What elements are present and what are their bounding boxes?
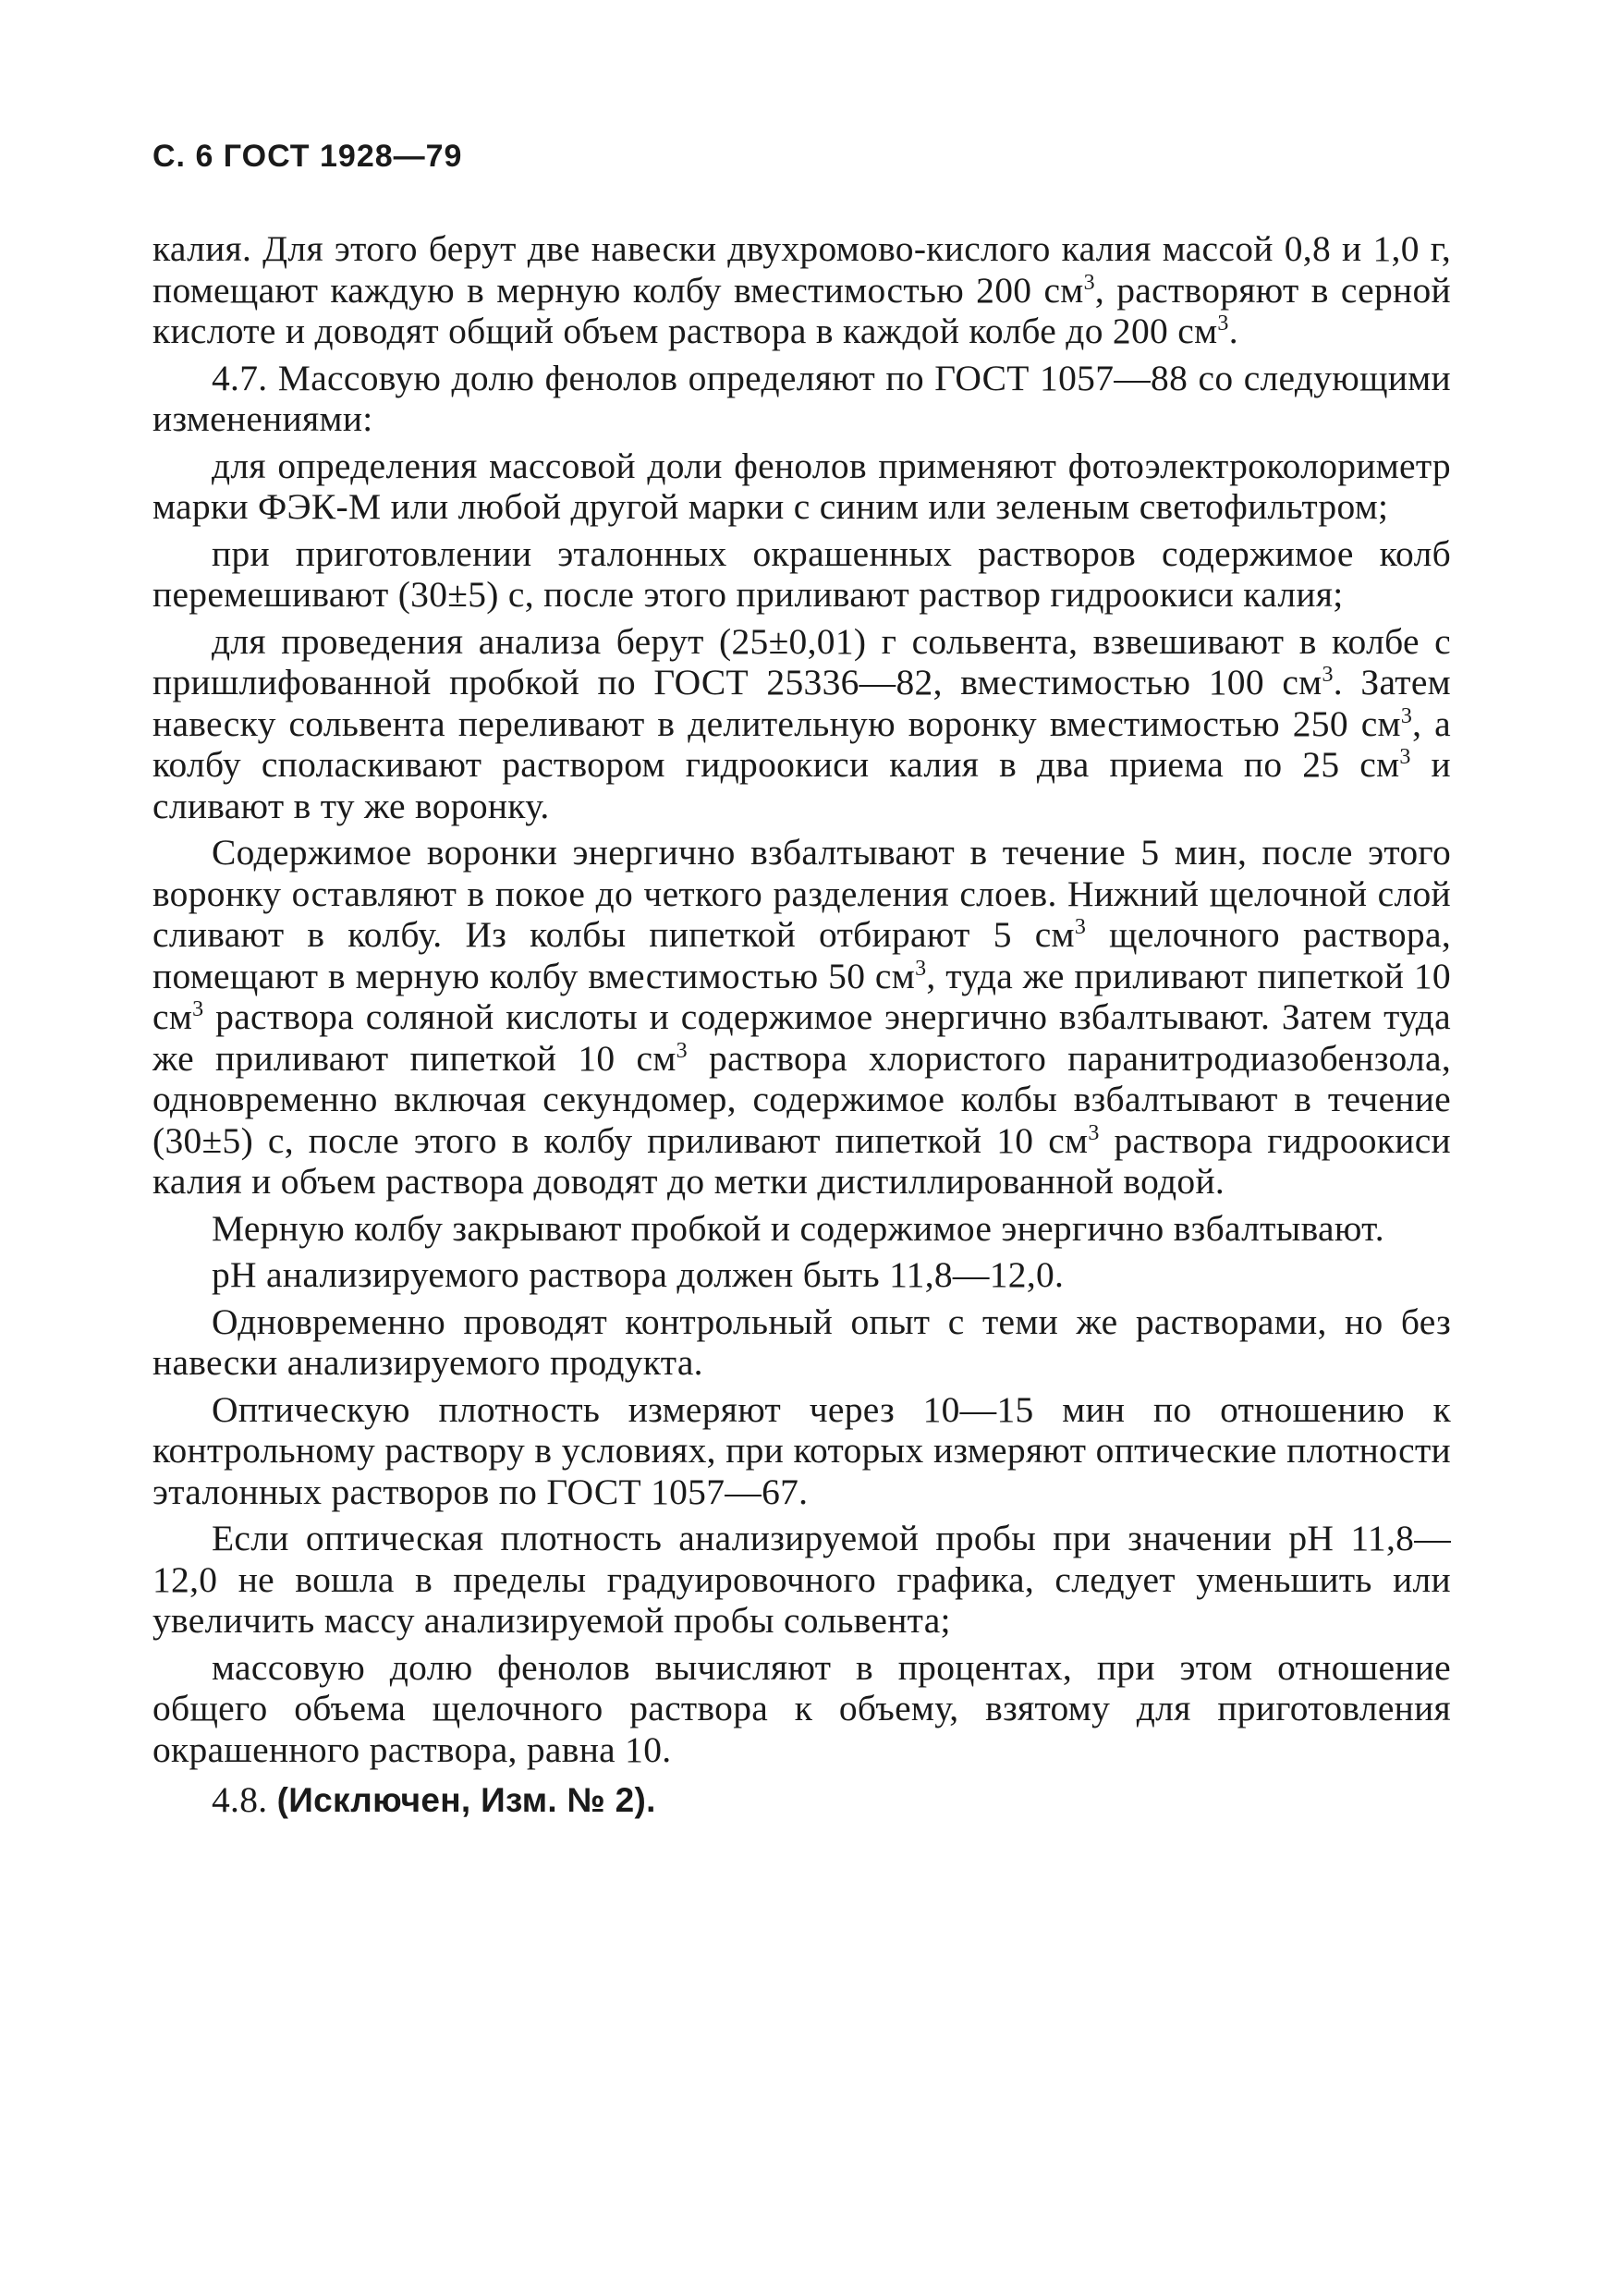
paragraph-4-7: 4.7. Массовую долю фенолов определяют по ГОСТ 1057—88 со следующими изменениями:	[152, 357, 1451, 439]
paragraph-flask-closing: Мерную колбу закрывают пробкой и содержимое энергично взбалтывают.	[212, 1207, 1384, 1249]
paragraph-photometer: для определения массовой доли фенолов применяют фотоэлектроколориметр марки ФЭК-М или любой другой марки с синим или зеленым светофильтром;	[152, 445, 1451, 527]
paragraph-calculation: массовую долю фенолов вычисляют в процентах, при этом отношение общего объема щелочного раствора к объему, взятому для приготовления окрашенного раствора, равна 10.	[152, 1646, 1451, 1770]
document-body	[152, 228, 1451, 1822]
page-header: С. 6 ГОСТ 1928—79	[152, 139, 463, 174]
paragraph-standard-solutions: при приготовлении эталонных окрашенных растворов содержимое колб перемешивают (30±5) с, после этого приливают раствор гидроокиси калия;	[152, 532, 1451, 615]
paragraph-calibration-range: Если оптическая плотность анализируемой пробы при значении pH 11,8—12,0 не вошла в пределы градуировочного графика, следует уменьшить или увеличить массу анализируемой пробы сольвента;	[152, 1518, 1451, 1641]
document-page	[152, 139, 1451, 1822]
clause-number: 4.8.	[212, 1779, 268, 1820]
paragraph-ph: pH анализируемого раствора должен быть 11,8—12,0.	[212, 1254, 1065, 1295]
paragraph-optical-density: Оптическую плотность измеряют через 10—15 мин по отношению к контрольному раствору в условиях, при которых измеряют оптические плотности эталонных растворов по ГОСТ 1057—67.	[152, 1388, 1451, 1512]
clause-excluded-note: (Исключен, Изм. № 2).	[276, 1781, 656, 1819]
paragraph-sample-weighing: для проведения анализа берут (25±0,01) г сольвента, взвешивают в колбе с пришлифованной пробкой по ГОСТ 25336—82, вместимостью 100 $см^3$. Затем навеску сольвента переливают в делительную воронку вместимостью 250 $см^3$, а колбу споласкивают раствором гидроокиси калия в два приема по 25 $см^3$ и сливают в ту же воронку.	[152, 620, 1452, 826]
paragraph-control-test: Одновременно проводят контрольный опыт с теми же растворами, но без навески анализируемого продукта.	[152, 1301, 1451, 1383]
paragraph-continuation: калия. Для этого берут две навески двухромово-кислого калия массой 0,8 и 1,0 г, помещают каждую в мерную колбу вместимостью 200 $см^3$, растворяют в серной кислоте и доводят общий объем раствора в каждой колбе до 200 $см^3$.	[152, 228, 1451, 351]
paragraph-funnel-procedure: Содержимое воронки энергично взбалтывают в течение 5 мин, после этого воронку оставляют в покое до четкого разделения слоев. Нижний щелочной слой сливают в колбу. Из колбы пипеткой отбирают 5 $см^3$ щелочного раствора, помещают в мерную колбу вместимостью 50 $см^3$, туда же приливают пипеткой 10 $см^3$ раствора соляной кислоты и содержимое энергично взбалтывают. Затем туда же приливают пипеткой 10 $см^3$ раствора хлористого паранитродиазобензола, одновременно включая секундомер, содержимое колбы взбалтывают в течение (30±5) с, после этого в колбу приливают пипеткой 10 $см^3$ раствора гидроокиси калия и объем раствора доводят до метки дистиллированной водой.	[152, 832, 1451, 1202]
paragraph-4-8	[152, 1779, 1451, 1822]
